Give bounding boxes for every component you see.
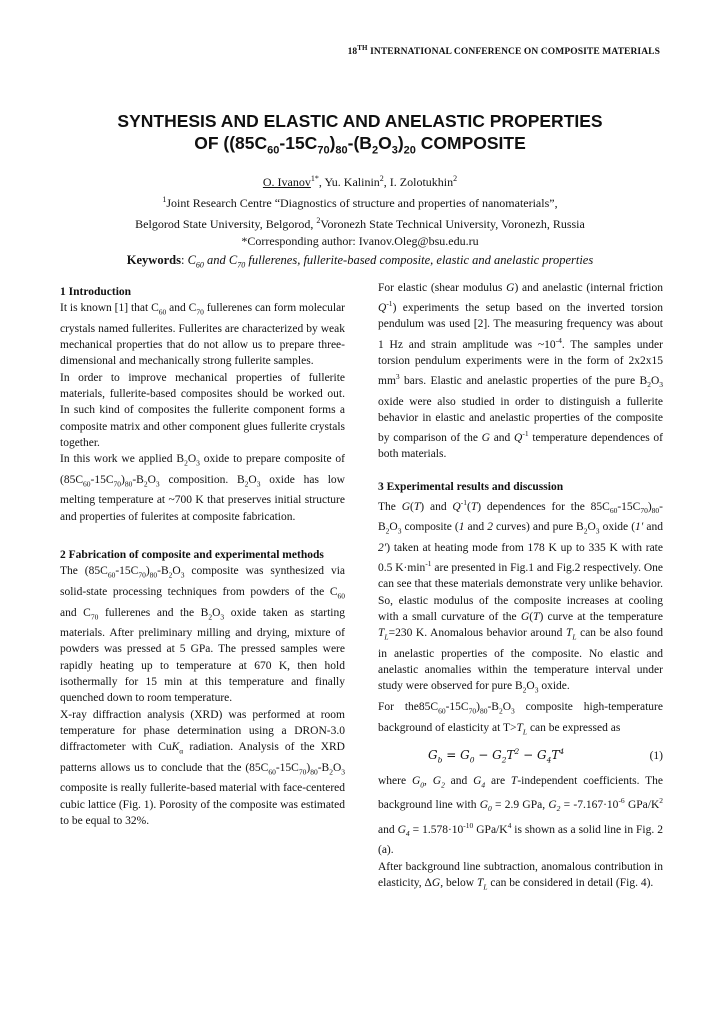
paragraph: X-ray diffraction analysis (XRD) was performed at room temperature for phase determination using a DRON-3.0 diffractometer with CuK$_\alpha$ radiation. Analysis of the XRD patterns allows us to conclude that the $(85C_{60}-15C_{70})_{80}-B_2O_3$ composite is really fullerite-based material with face-centered cubic lattice (Fig. 1). Porosity of the composite was estimated to be equal to 32%. [60,708,345,827]
paragraph: In order to improve mechanical properties of fullerite materials, fullerite-based composites should be worked out. In such kind of composites the fullerite component forms a composite matrix and other component glues fullerite crystals together. [60,371,345,449]
equation-number: (1) [649,750,663,763]
keywords-label: Keywords [126,253,181,267]
paragraph: The $(85C_{60}-15C_{70})_{80}-B_2O_3$ composite was synthesized via solid-state processing techniques from powders of the $C_{60}$ and $C_{70}$ fullerenes and the $B_2O_3$ oxide taken as starting materials. After preliminary milling and drying, mixture of powders was pressed at 5 GPa. The pressed samples were rapidly heating up to temperature at 670 K, then hold isothermally for 15 min at this temperature and finally quenched down to room temperature. [60,565,346,705]
affiliation-2: Belgorod State University, Belgorod, $^2$Voronezh State Technical University, Voronezh, Russia [135,216,585,231]
paragraph: The G(T) and $Q^{-1}(T)$ dependences for the $85C_{60}-15C_{70})_{80}-B_2O_3$ composite (1 and 2 curves) and pure $B_2O_3$ oxide (1′ and 2′) taken at heating mode from 178 K up to 335 K with rate 0.5 $K\cdot\min^{-1}$ are presented in Fig.1 and Fig.2 respectively. One can see that these materials demonstrate very unlike behavior. So, elastic modulus of the composite increases at cooling with a small curvature of the G(T) curve at the temperature $T_L=230$ K. Anomalous behavior around $T_L$ can be also found in anelastic properties of the composite. No elastic and anelastic anomalies within the temperature interval under study were observed for pure $B_2O_3$ oxide. [378,497,663,695]
paragraph: For elastic (shear modulus G) and anelastic (internal friction $Q^{-1}$) experiments the setup based on the inverted torsion pendulum was used [2]. The measuring frequency was about 1 Hz and strain amplitude was $\sim 10^{-4}$. The samples under torsion pendulum experiments were in the form of 2x2x15 $mm^3$ bars. Elastic and anelastic properties of the pure $B_2O_3$ oxide were also studied in order to distinguish a fullerite behavior in elastic and anelastic properties of the composite by comparison of the G and $Q^{-1}$ temperature dependences of both materials. [378,282,663,461]
section-heading-introduction: 1 Introduction [60,286,132,298]
paragraph: It is known [1] that $C_{60}$ and $C_{70}$ fullerenes can form molecular crystals named fullerites. Fullerites are characterized by weak mechanical properties that do not allow us to prepare three-dimensional and mechanically strong fullerite samples. [60,302,346,368]
title-line-2: OF ($(85C_{60}-15C_{70})_{80}-(B_2O_3)_{20}$ COMPOSITE [194,133,526,157]
equation-body: $G_b = G_0 - G_2T^2 - G_4T^4$ [428,747,565,765]
paper-title [60,110,660,162]
left-column [60,280,345,829]
paragraph: After background line subtraction, anomalous contribution in elasticity, ΔG, below $T_L$ can be considered in detail (Fig. 4). [378,860,663,892]
section-heading-fabrication: 2 Fabrication of composite and experimental methods [60,549,324,562]
conference-header: 18TH INTERNATIONAL CONFERENCE ON COMPOSITE MATERIALS [347,44,660,58]
paragraph: For $the85C_{60}-15C_{70})_{80}-B_2O_3$ composite high-temperature background of elasticity at $T>T_L$ can be expressed as [378,700,663,736]
section-heading-results: 3 Experimental results and discussion [378,480,564,493]
author-block [60,170,660,250]
right-column [378,280,663,895]
paragraph: where $G_0$, $G_2$ and $G_4$ are T-independent coefficients. The background line with $G_0 = 2.9$ GPa, $G_2 = -7.167\cdot 10^{-6}$ GPa/$K^2$ and $G_4 = 1.578\cdot 10^{-10}$ GPa/$K^4$ is shown as a solid line in Fig. 2 (a). [378,774,664,857]
title-line-1: SYNTHESIS AND ELASTIC AND ANELASTIC PROPERTIES [117,111,603,131]
author-names: O. Ivanov$^{1*}$, Yu. Kalinin$^2$, I. Zolotukhin$^2$ [262,174,458,189]
corresponding-author: *Corresponding author: Ivanov.Oleg@bsu.edu.ru [241,234,479,248]
keywords-text: $C_{60}$ and $C_{70}$ fullerenes, fullerite-based composite, elastic and anelastic properties [187,253,594,270]
paragraph: In this work we applied $B_2O_3$ oxide to prepare composite of $(85C_{60}-15C_{70})_{80}-B_2O_3$ composition. $B_2O_3$ oxide has low melting temperature at ~700 K that preserves initial structure and properties of fulerites at composite fabrication. [60,453,345,523]
equation-1 [378,744,663,769]
keywords-line: Keywords: $C_{60}$ and $C_{70}$ fullerenes, fullerite-based composite, elastic and anelastic properties [126,253,594,270]
affiliation-1: $^1$Joint Research Centre “Diagnostics of structure and properties of nanomaterials”, [162,195,558,210]
